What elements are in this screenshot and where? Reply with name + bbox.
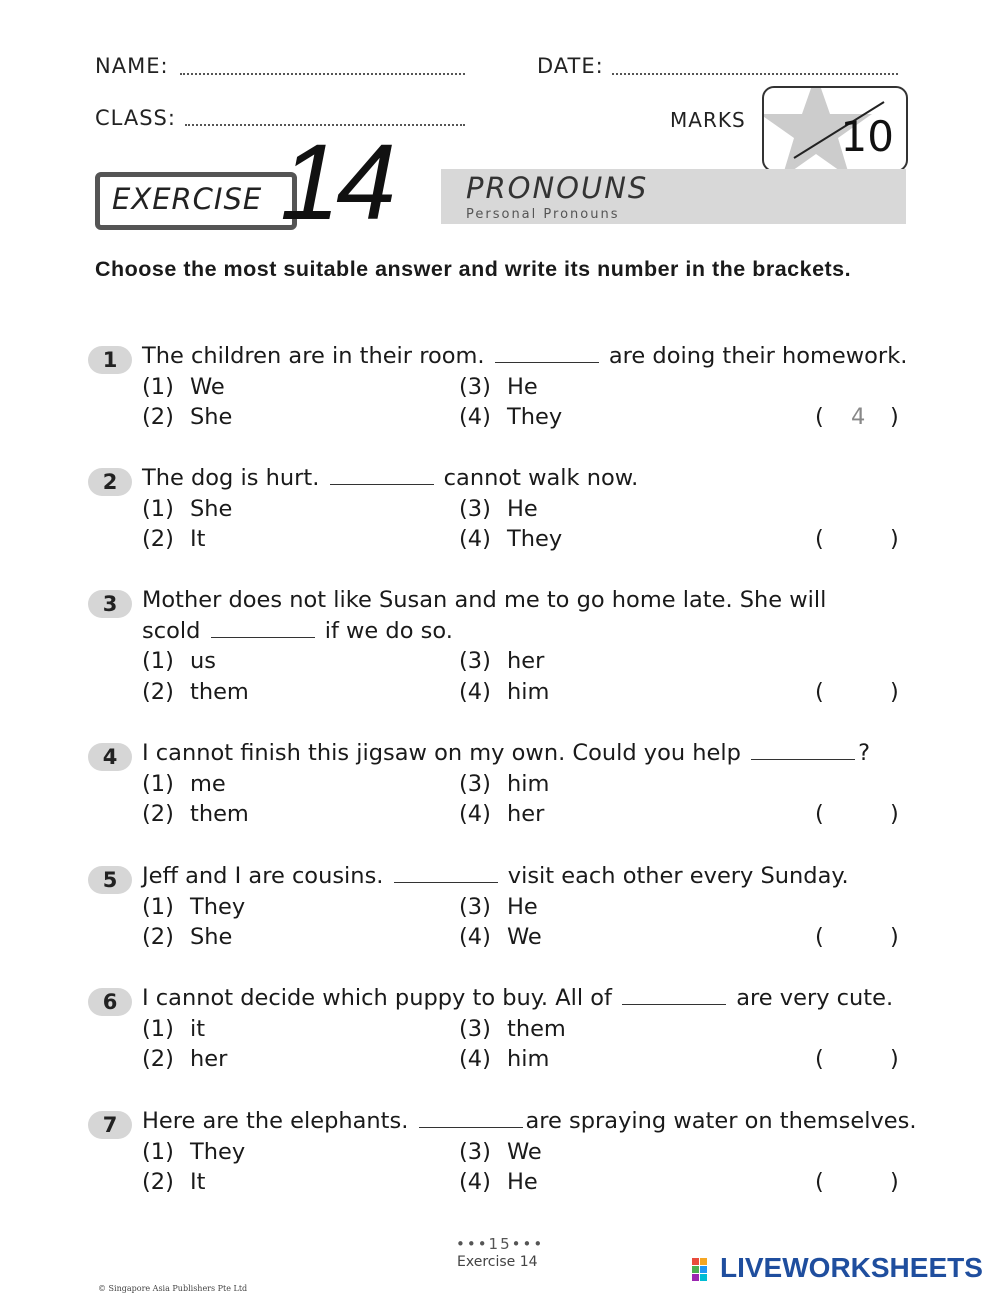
class-label: CLASS: (95, 106, 176, 130)
option-item (459, 771, 549, 797)
option-word: He (507, 1169, 538, 1195)
exercise-number: 14 (280, 121, 393, 242)
option-number: (1) (142, 1015, 174, 1042)
option-word: She (190, 495, 233, 522)
option-item (459, 1139, 542, 1165)
question-text: The dog is hurt. cannot walk now. (142, 465, 639, 491)
option-number: (4) (459, 404, 491, 430)
date-field[interactable] (612, 73, 898, 75)
question-number: 2 (88, 468, 132, 496)
bracket-open: ( (815, 404, 824, 430)
question-text: I cannot finish this jigsaw on my own. Could you help ? (142, 740, 871, 766)
bracket-close: ) (890, 404, 899, 430)
liveworksheets-brand: LIVEWORKSHEETS (720, 1252, 983, 1283)
option-word: She (190, 924, 233, 950)
option-number: (4) (459, 526, 491, 552)
bracket-close: ) (890, 801, 899, 827)
exercise-word: EXERCISE (112, 182, 263, 216)
option-number: (3) (459, 1015, 491, 1042)
option-number: (1) (142, 893, 174, 920)
option-word: He (507, 373, 538, 400)
marks-box (762, 86, 908, 172)
option-number: (3) (459, 373, 491, 400)
option-number: (4) (459, 801, 491, 827)
answer-blank[interactable] (211, 619, 315, 638)
option-item (459, 648, 544, 674)
question-text: Here are the elephants. are spraying water on themselves. (142, 1108, 917, 1134)
name-field[interactable] (180, 73, 465, 75)
option-number: (1) (142, 1138, 174, 1165)
page-number: •••15••• (456, 1235, 545, 1253)
option-word: her (190, 1046, 228, 1072)
question-text: Mother does not like Susan and me to go home late. She will (142, 587, 827, 613)
option-number: (2) (142, 526, 174, 552)
option-word: They (507, 526, 563, 552)
option-item (142, 404, 232, 430)
option-number: (1) (142, 770, 174, 797)
answer-blank[interactable] (622, 986, 726, 1005)
option-item (459, 894, 538, 920)
question-text: scold if we do so. (142, 617, 453, 644)
option-item (459, 1169, 538, 1195)
option-item (459, 374, 538, 400)
option-number: (2) (142, 678, 174, 705)
question-number: 6 (88, 988, 132, 1016)
answer-blank[interactable] (330, 466, 434, 485)
bracket-close: ) (890, 1046, 899, 1072)
answer-box[interactable]: 4 (851, 404, 866, 430)
option-item (142, 496, 232, 522)
question-number: 7 (88, 1111, 132, 1139)
option-item (142, 679, 249, 705)
answer-blank[interactable] (419, 1109, 523, 1128)
question-number: 1 (88, 346, 132, 374)
option-number: (2) (142, 801, 174, 827)
option-item (142, 771, 226, 797)
option-number: (3) (459, 648, 491, 674)
option-word: He (507, 893, 538, 920)
question-text: The children are in their room. are doing their homework. (142, 343, 908, 369)
option-item (142, 1016, 205, 1042)
option-item (142, 374, 225, 400)
bracket-open: ( (815, 801, 824, 827)
option-word: They (507, 404, 563, 430)
option-number: (3) (459, 1138, 491, 1165)
option-item (142, 1169, 205, 1195)
name-label: NAME: (95, 54, 169, 78)
option-number: (2) (142, 1046, 174, 1072)
bracket-close: ) (890, 678, 899, 705)
option-item (459, 496, 538, 522)
option-item (142, 801, 249, 827)
option-item (459, 1046, 549, 1072)
question-text: I cannot decide which puppy to buy. All of are very cute. (142, 985, 894, 1011)
option-item (142, 648, 216, 674)
liveworksheets-logo-icon (690, 1254, 720, 1284)
bracket-open: ( (815, 924, 824, 950)
option-item (459, 526, 562, 552)
option-number: (1) (142, 648, 174, 674)
option-word: We (507, 924, 542, 950)
option-word: her (507, 801, 545, 827)
option-number: (2) (142, 924, 174, 950)
option-item (459, 1016, 566, 1042)
option-number: (1) (142, 495, 174, 522)
option-word: They (190, 893, 246, 920)
option-word: us (190, 648, 216, 674)
option-number: (3) (459, 893, 491, 920)
question-number: 5 (88, 866, 132, 894)
option-item (142, 1046, 227, 1072)
option-word: him (507, 770, 550, 797)
bracket-close: ) (890, 1169, 899, 1195)
marks-label: MARKS (670, 108, 746, 132)
copyright: © Singapore Asia Publishers Pte Ltd (98, 1284, 248, 1293)
option-number: (3) (459, 495, 491, 522)
option-item (142, 526, 205, 552)
option-word: her (507, 648, 545, 674)
option-word: me (190, 770, 226, 797)
option-word: He (507, 495, 538, 522)
option-word: She (190, 404, 233, 430)
option-item (142, 1139, 245, 1165)
option-item (459, 404, 562, 430)
option-word: We (190, 373, 225, 400)
option-number: (2) (142, 1169, 174, 1195)
option-item (142, 924, 232, 950)
topic-subtitle: Personal Pronouns (466, 207, 620, 222)
option-word: him (507, 678, 550, 705)
answer-blank[interactable] (495, 344, 599, 363)
option-number: (4) (459, 1169, 491, 1195)
option-item (459, 801, 544, 827)
option-item (459, 679, 549, 705)
bracket-open: ( (815, 1046, 824, 1072)
option-word: him (507, 1046, 550, 1072)
option-word: It (190, 1169, 206, 1195)
question-text: Jeff and I are cousins. visit each other every Sunday. (142, 863, 849, 889)
answer-blank[interactable] (751, 741, 855, 760)
option-number: (1) (142, 373, 174, 400)
option-number: (4) (459, 678, 491, 705)
question-number: 4 (88, 743, 132, 771)
bracket-open: ( (815, 1169, 824, 1195)
option-word: it (190, 1015, 206, 1042)
option-word: We (507, 1138, 542, 1165)
option-number: (2) (142, 404, 174, 430)
bracket-close: ) (890, 526, 899, 552)
date-label: DATE: (537, 54, 604, 78)
option-word: them (190, 678, 249, 705)
marks-total: 10 (840, 112, 894, 161)
bracket-close: ) (890, 924, 899, 950)
instructions: Choose the most suitable answer and write its number in the brackets. (95, 257, 852, 281)
page-caption: Exercise 14 (457, 1254, 538, 1270)
bracket-open: ( (815, 678, 824, 705)
option-word: They (190, 1138, 246, 1165)
bracket-open: ( (815, 526, 824, 552)
option-number: (3) (459, 770, 491, 797)
option-item (459, 924, 542, 950)
option-number: (4) (459, 924, 491, 950)
topic-title: PRONOUNS (466, 171, 649, 205)
question-number: 3 (88, 590, 132, 618)
option-item (142, 894, 245, 920)
option-word: them (507, 1015, 566, 1042)
option-number: (4) (459, 1046, 491, 1072)
answer-blank[interactable] (394, 864, 498, 883)
option-word: them (190, 801, 249, 827)
option-word: It (190, 526, 206, 552)
